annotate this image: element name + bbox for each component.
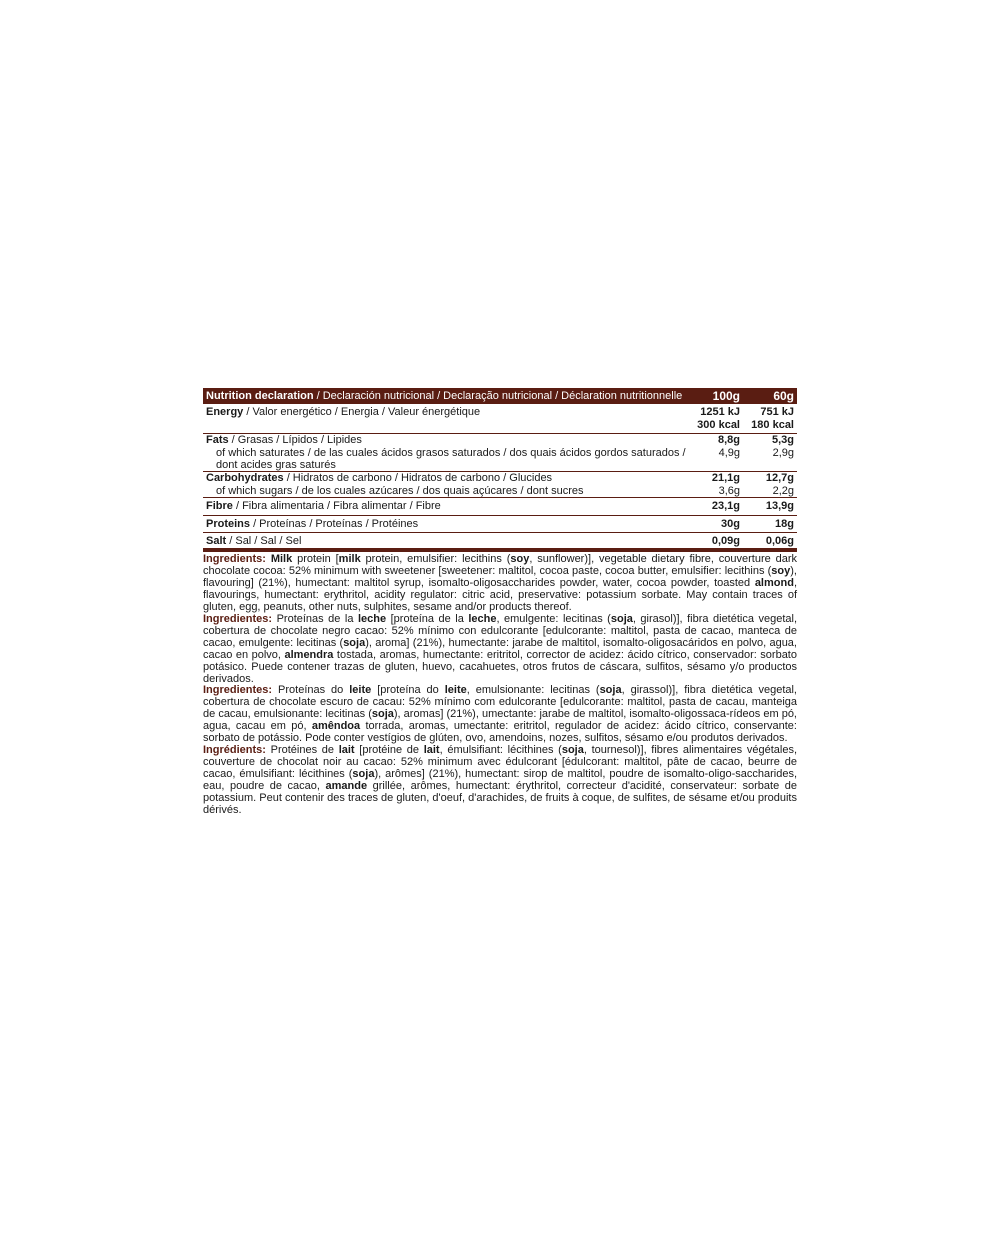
energy-100g: 1251 kJ 300 kcal bbox=[691, 404, 743, 433]
row-carbohydrates bbox=[203, 472, 797, 485]
row-sugars bbox=[203, 485, 797, 498]
fats-label: Fats / Grasas / Lípidos / Lipides bbox=[206, 434, 362, 447]
salt-100g: 0,09g bbox=[691, 533, 743, 551]
energy-60g: 751 kJ 180 kcal bbox=[743, 404, 797, 433]
ingredients-es: Ingredientes: Proteínas de la leche [proteína de la leche, emulgente: lecitinas (soja, girasol)], fibra dietética vegetal, cobertura de chocolate negro cacao: 52% mínimo con edulcorante [edulcorante: maltitol, pasta de cacao, manteca de cacao, emulgente: lecitinas (soja), aroma] (21%), humectante: jarabe de maltitol, isomalto-oligosacáridos en polvo, agua, cacao en polvo, almendra tostada, aromas, humectante: eritritol, corrector de acidez: ácido cítrico, conservador: sorbato potásico. Puede contener trazas de gluten, huevo, cacahuetes, otros frutos de cáscara, sulfitos, sésamo y/o productos derivados. bbox=[203, 613, 798, 685]
fats-100g: 8,8g bbox=[717, 434, 740, 447]
sugars-100g: 3,6g bbox=[691, 485, 743, 498]
ingredients-en: Ingredients: Milk protein [milk protein, emulsifier: lecithins (soy, sunflower)], vegetable dietary fibre, couverture dark chocolate cocoa: 52% minimum with sweetener [sweetener: maltitol, cocoa paste, cocoa butter, emulsifier: lecithins (soy), flavouring] (21%), humectant: maltitol syrup, isomalto-oligosaccharides powder, water, cocoa powder, toasted almond, flavourings, humectant: erythritol, acidity regulator: citric acid, preservative: potassium sorbate. May contain traces of gluten, egg, peanuts, other nuts, sulphites, sesame and/or products thereof. bbox=[203, 553, 797, 614]
sugars-60g: 2,2g bbox=[743, 485, 797, 498]
proteins-60g: 18g bbox=[743, 515, 797, 532]
table-header bbox=[203, 388, 797, 404]
fibre-100g: 23,1g bbox=[691, 498, 743, 515]
row-salt bbox=[203, 533, 797, 551]
carbs-60g: 12,7g bbox=[765, 472, 794, 485]
proteins-label: Proteins / Proteínas / Proteínas / Protéines bbox=[203, 515, 691, 532]
fats-60g: 5,3g bbox=[771, 434, 794, 447]
nutrition-table bbox=[203, 388, 797, 552]
column-100g: 100g bbox=[691, 388, 743, 404]
carbs-100g: 21,1g bbox=[711, 472, 740, 485]
row-fats bbox=[203, 434, 797, 447]
table-title: Nutrition declaration / Declaración nutricional / Declaração nutricional / Déclaration nutritionnelle bbox=[203, 388, 691, 404]
fibre-label: Fibre / Fibra alimentaria / Fibra alimentar / Fibre bbox=[203, 498, 691, 515]
salt-60g: 0,06g bbox=[743, 533, 797, 551]
row-energy bbox=[203, 404, 797, 433]
saturates-100g: 4,9g bbox=[691, 447, 743, 472]
fibre-60g: 13,9g bbox=[743, 498, 797, 515]
nutrition-label bbox=[203, 388, 797, 816]
column-60g: 60g bbox=[743, 388, 797, 404]
row-saturates bbox=[203, 447, 797, 472]
energy-label: Energy / Valor energético / Energia / Valeur énergétique bbox=[203, 404, 691, 433]
ingredients-pt: Ingredientes: Proteínas do leite [proteína do leite, emulsionante: lecitinas (soja, girassol)], fibra dietética vegetal, cobertura de chocolate escuro de cacau: 52% mínimo com edulcorante [edulcorante: maltitol, pasta de cacau, manteiga de cacau, emulsionante: lecitinas (soja), aromas] (21%), umectante: jarabe de maltitol, isomalto-oligossaca-rídeos em pó, agua, cacau em pó, amêndoa torrada, aromas, umectante: eritritol, regulador de acidez: ácido cítrico, conservante: sorbato de potássio. Pode conter vestígios de glúten, ovo, amendoins, nozes, sulfitos, sésamo e/ou produtos derivados. bbox=[203, 684, 797, 745]
salt-label: Salt / Sal / Sal / Sel bbox=[203, 533, 691, 551]
carbs-label: Carbohydrates / Hidratos de carbono / Hidratos de carbono / Glucides bbox=[206, 472, 553, 485]
saturates-60g: 2,9g bbox=[743, 447, 797, 472]
row-fibre bbox=[203, 498, 797, 515]
proteins-100g: 30g bbox=[691, 515, 743, 532]
ingredients-fr: Ingrédients: Protéines de lait [protéine de lait, émulsifiant: lécithines (soja, tournesol)], fibres alimentaires végétales, couverture de chocolat noir au cacao: 52% minimum avec édulcorant [édulcorant: maltitol, pâte de cacao, beurre de cacao, émulsifiant: lécithines (soja), arômes] (21%), humectant: sirop de maltitol, poudre de isomalto-oligo-saccharides, eau, poudre de cacao, amande grillée, arômes, humectant: érythritol, correcteur d'acidité, conservateur: sorbate de potassium. Peut contenir des traces de gluten, d'oeuf, d'arachides, de fruits à coque, de sulfites, de sésame et/ou produits dérivés. bbox=[203, 743, 797, 816]
ingredients-block bbox=[203, 554, 797, 816]
saturates-label: of which saturates / de las cuales ácidos grasos saturados / dos quais ácidos gordos saturados / dont acides gras saturés bbox=[203, 447, 691, 472]
sugars-label: of which sugars / de los cuales azúcares / dos quais açúcares / dont sucres bbox=[203, 485, 691, 498]
row-proteins bbox=[203, 515, 797, 532]
